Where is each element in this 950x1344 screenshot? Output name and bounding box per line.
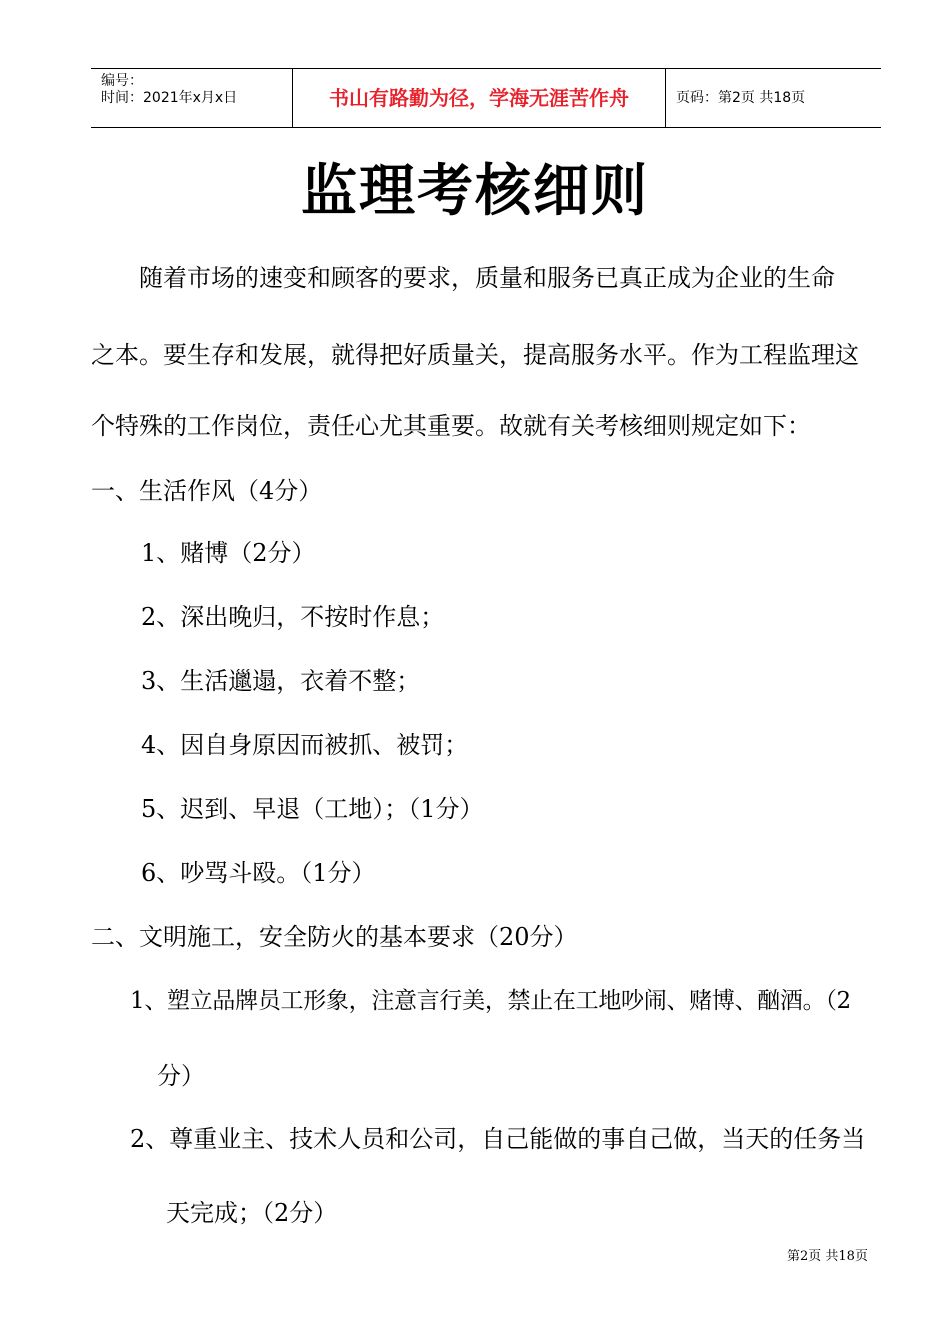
section1-item-2: 2、深出晚归，不按时作息； <box>141 603 445 631</box>
section1-heading: 一、生活作风（4分） <box>91 477 323 505</box>
page-footer: 第2页 共18页 <box>787 1249 868 1264</box>
section2-item-1-line-1: 1、塑立品牌员工形象，注意言行美，禁止在工地吵闹、赌博、酗酒。（2 <box>130 988 851 1014</box>
section2-item-2-line-1: 2、尊重业主、技术人员和公司，自己能做的事自己做，当天的任务当 <box>130 1125 866 1153</box>
intro-line-1: 随着市场的速变和顾客的要求，质量和服务已真正成为企业的生命 <box>139 264 835 292</box>
document-header <box>91 68 881 128</box>
section1-item-1: 1、赌博（2分） <box>141 539 316 567</box>
intro-line-2: 之本。要生存和发展，就得把好质量关，提高服务水平。作为工程监理这 <box>91 341 859 369</box>
header-page-label: 页码：第2页 共18页 <box>676 90 806 106</box>
header-meta-cell <box>91 69 293 127</box>
header-motto: 书山有路勤为径，学海无涯苦作舟 <box>293 69 666 127</box>
section1-item-3: 3、生活邋遢，衣着不整； <box>141 667 421 695</box>
intro-line-3: 个特殊的工作岗位，责任心尤其重要。故就有关考核细则规定如下： <box>91 412 811 440</box>
section1-item-4: 4、因自身原因而被抓、被罚； <box>141 731 469 759</box>
section2-heading: 二、文明施工，安全防火的基本要求（20分） <box>91 923 578 951</box>
header-time-label: 时间：2021年x月x日 <box>101 90 238 106</box>
section2-item-2-line-2: 天完成；（2分） <box>166 1199 338 1227</box>
section1-item-6: 6、吵骂斗殴。（1分） <box>141 859 376 887</box>
header-number-label: 编号： <box>101 73 143 89</box>
section1-item-5: 5、迟到、早退（工地）；（1分） <box>141 795 484 823</box>
section2-item-1-line-2: 分） <box>157 1062 205 1090</box>
document-title: 监理考核细则 <box>301 159 649 224</box>
